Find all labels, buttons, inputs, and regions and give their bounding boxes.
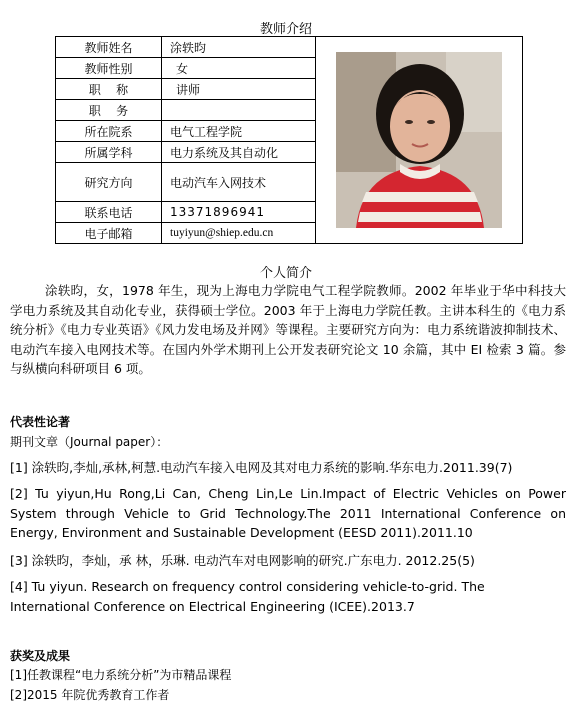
label-position: 职 务 <box>56 100 162 121</box>
awards-heading: 获奖及成果 <box>10 649 71 663</box>
value-position <box>162 100 316 121</box>
papers-heading: 代表性论著 <box>10 415 71 429</box>
label-department: 所在院系 <box>56 121 162 142</box>
label-gender: 教师性别 <box>56 58 162 79</box>
intro-heading: 个人简介 <box>259 266 312 281</box>
paper-item: [3] 涂轶昀，李灿，承 林，乐琳. 电动汽车对电网影响的研究.广东电力. 2012.25(5) <box>10 553 475 568</box>
teacher-photo <box>336 52 502 228</box>
paper-item: [4] Tu yiyun. Research on frequency control considering vehicle-to-grid. The International Conference on Electrical Engineering (ICEE).2013.7 <box>10 579 485 614</box>
label-research: 研究方向 <box>56 163 162 202</box>
paper-item: [1] 涂轶昀,李灿,承林,柯慧.电动汽车接入电网及其对电力系统的影响.华东电力.2011.39(7) <box>10 460 513 475</box>
value-title: 讲师 <box>162 79 316 100</box>
papers-subheading: 期刊文章（Journal paper）： <box>10 435 169 449</box>
label-discipline: 所属学科 <box>56 142 162 163</box>
value-gender: 女 <box>162 58 316 79</box>
label-email: 电子邮箱 <box>56 223 162 244</box>
value-phone: 13371896941 <box>162 202 316 223</box>
award-item: [2]2015 年院优秀教育工作者 <box>10 688 170 702</box>
intro-text: 涂轶昀，女，1978 年生，现为上海电力学院电气工程学院教师。2002 年毕业于华中科技大学电力系统及其自动化专业，获得硕士学位。2003 年于上海电力学院任教。主讲本科生的《电力系统分析》《电力专业英语》《风力发电场及并网》等课程。主要研究方向为：电力系统谐波抑制技术、电动汽车接入电网技术等。在国内外学术期刊上公开发表研究论文 10 余篇，其中 EI 检索 3 篇。参与纵横向科研项目 6 项。 <box>10 283 566 376</box>
label-title: 职 称 <box>56 79 162 100</box>
value-department: 电气工程学院 <box>162 121 316 142</box>
profile-table <box>55 36 523 244</box>
value-discipline: 电力系统及其自动化 <box>162 142 316 163</box>
photo-cell <box>316 37 523 244</box>
paper-item: [2] Tu yiyun,Hu Rong,Li Can, Cheng Lin,Le Lin.Impact of Electric Vehicles on Power System through Vehicle to Grid Technology.The 2011 International Conference on Energy, Environment and Sustainable Development (EESD 2011).2011.10 <box>10 486 566 540</box>
label-name: 教师姓名 <box>56 37 162 58</box>
award-item: [1]任教课程“电力系统分析”为市精品课程 <box>10 668 232 682</box>
label-phone: 联系电话 <box>56 202 162 223</box>
value-email: tuyiyun@shiep.edu.cn <box>162 223 316 244</box>
value-name: 涂轶昀 <box>162 37 316 58</box>
value-research: 电动汽车入网技术 <box>162 163 316 202</box>
page-title: 教师介绍 <box>259 22 312 37</box>
